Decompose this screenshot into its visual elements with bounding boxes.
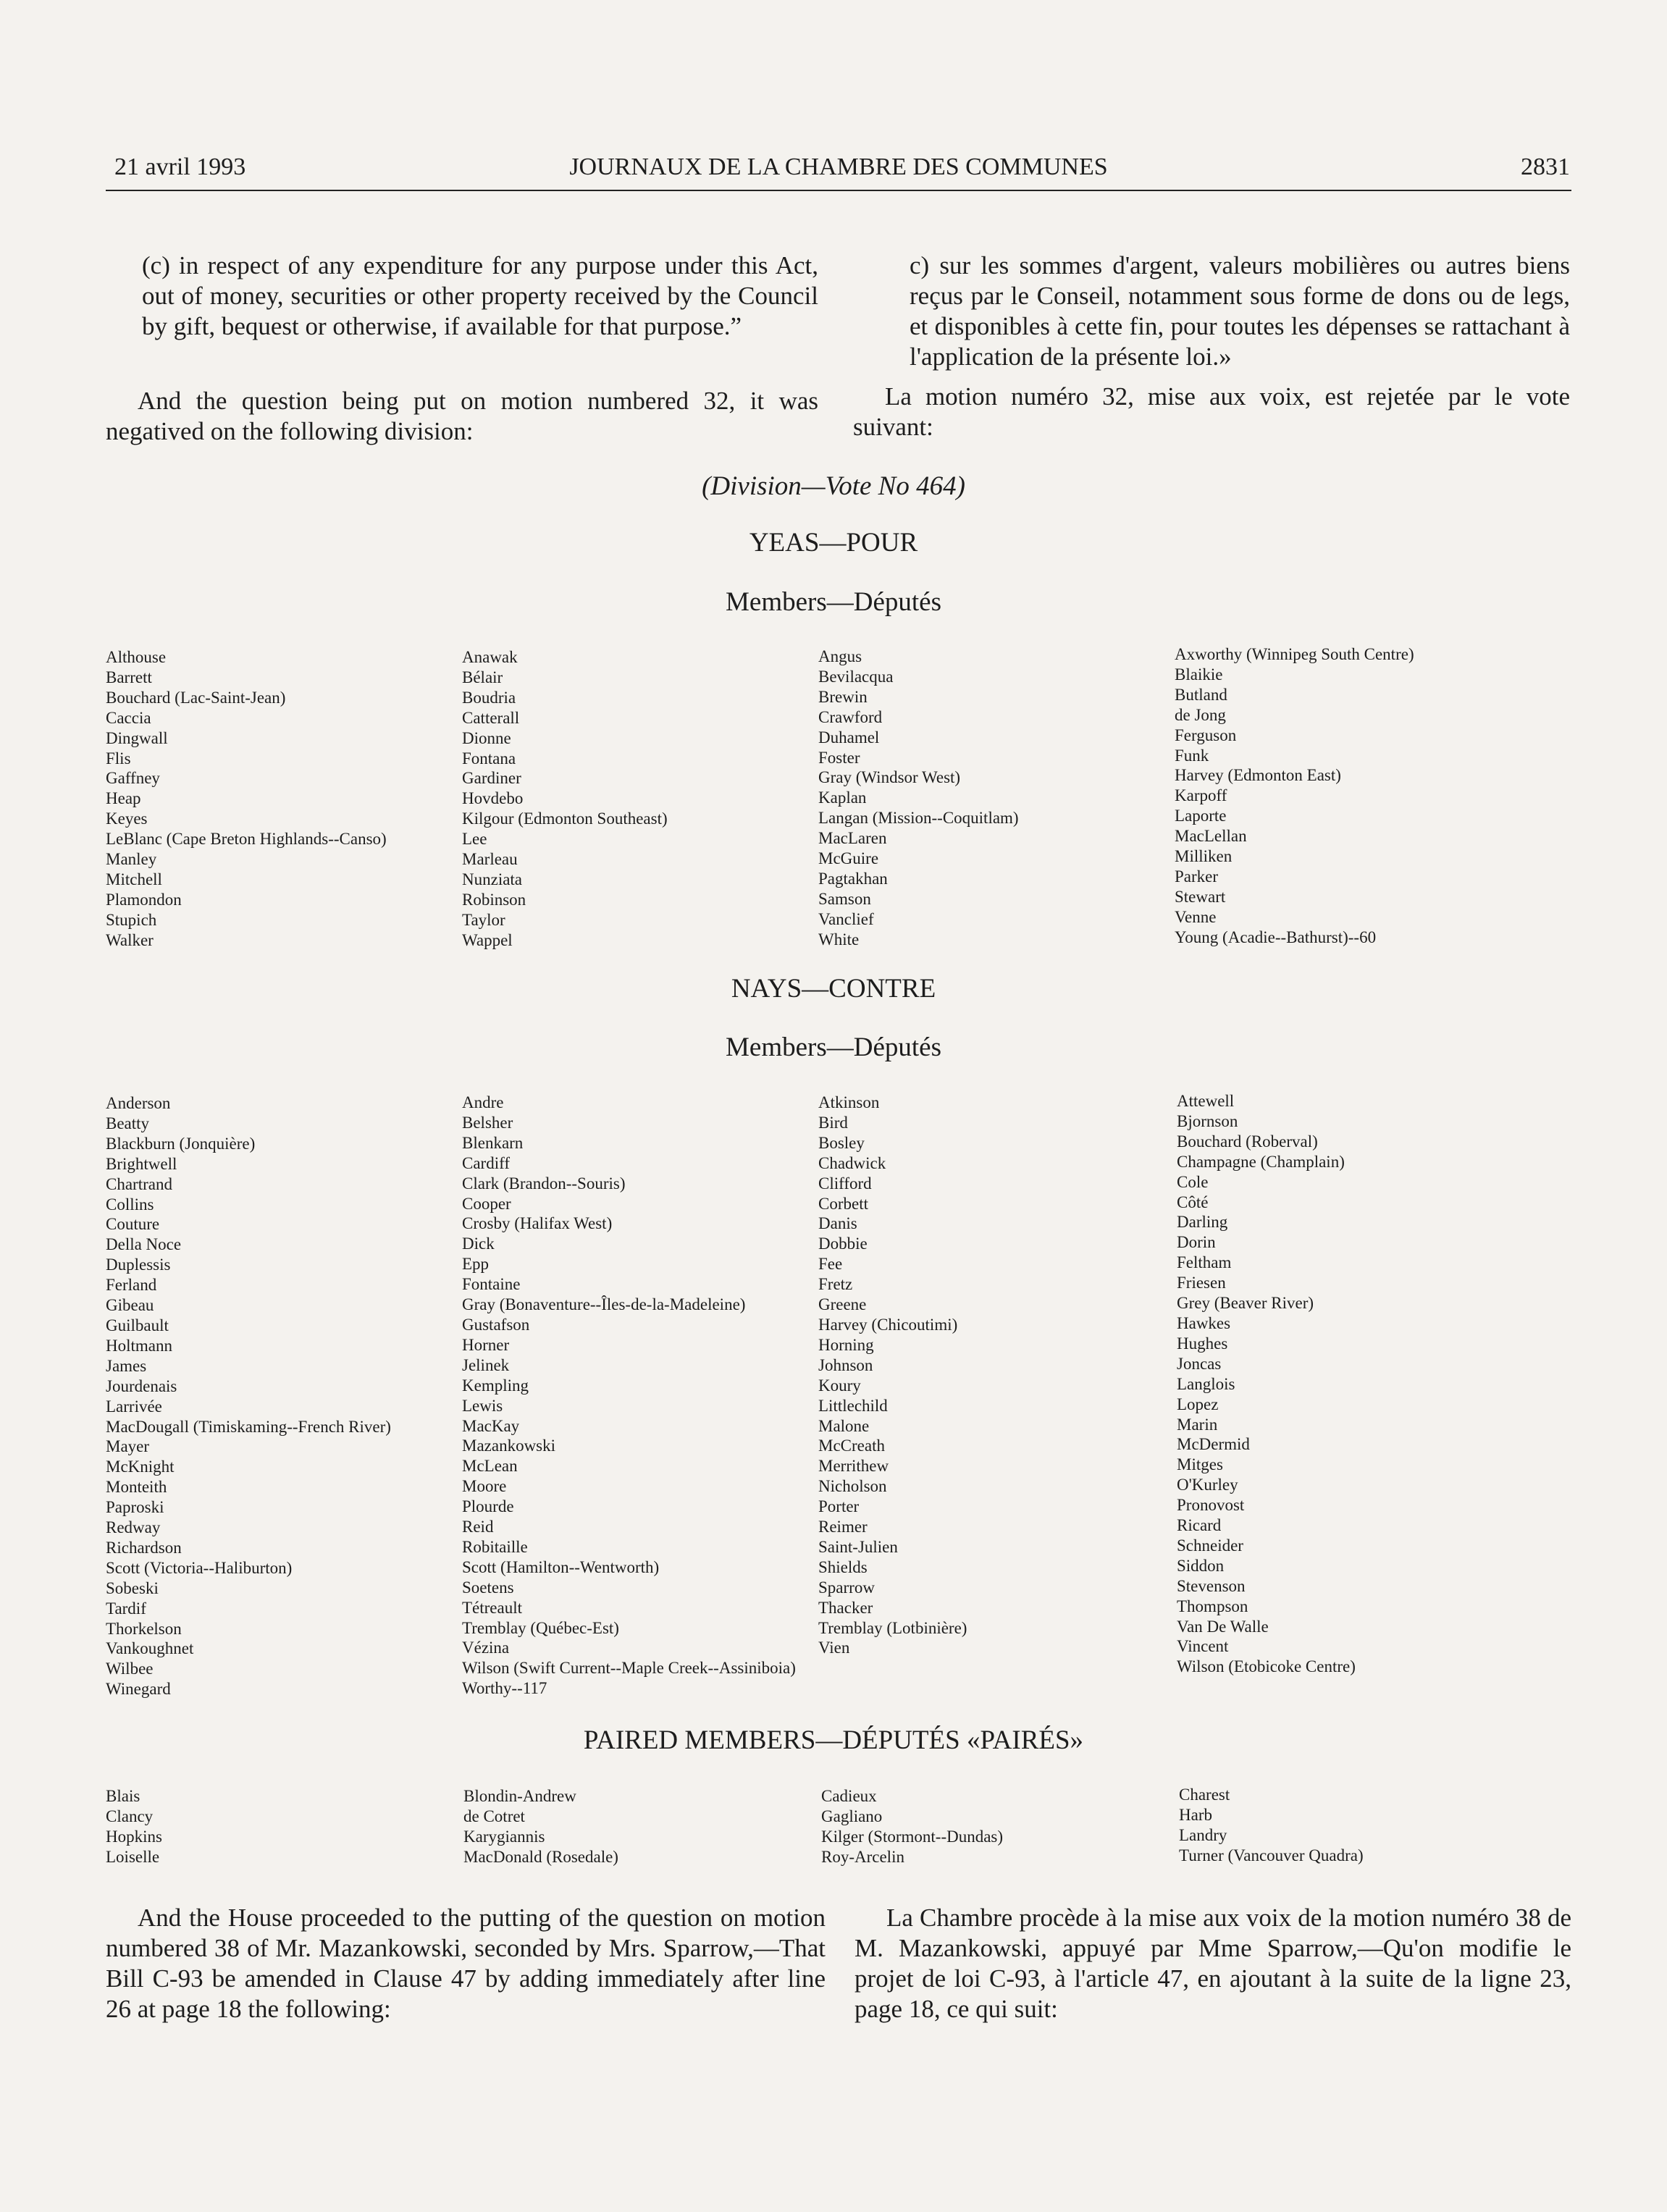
member-name: Dick [462,1235,495,1253]
member-name: Mayer [106,1437,150,1456]
member-name: Dorin [1177,1233,1216,1252]
member-name: Winegard [106,1680,171,1699]
header-date: 21 avril 1993 [114,154,246,180]
member-name: Langlois [1177,1374,1235,1393]
member-name: Keyes [106,809,148,828]
member-name: Nunziata [462,870,523,888]
member-name: Loiselle [106,1847,160,1866]
member-name: Sparrow [818,1578,875,1597]
member-name: Thompson [1177,1597,1248,1615]
member-name: Schneider [1177,1536,1243,1555]
member-name: Young (Acadie--Bathurst)--60 [1175,928,1377,946]
member-name: Crawford [818,707,883,726]
member-name: Hawkes [1177,1313,1231,1332]
member-name: LeBlanc (Cape Breton Highlands--Canso) [106,830,387,849]
member-name: Hovdebo [462,789,524,808]
member-name: MacDonald (Rosedale) [463,1847,618,1866]
member-name: Laporte [1175,807,1227,825]
member-name: Clancy [106,1807,154,1825]
member-name: Wappel [462,930,513,949]
member-name: Couture [106,1215,160,1234]
member-name: Tremblay (Lotbinière) [818,1618,967,1637]
member-name: Gagliano [821,1807,883,1825]
nays-column-3 [818,1093,967,1658]
member-name: Pronovost [1177,1496,1245,1515]
member-name: Scott (Hamilton--Wentworth) [462,1557,660,1576]
member-name: Fretz [818,1275,853,1294]
member-name: Kilgour (Edmonton Southeast) [462,809,668,828]
fr-closing-paragraph: La Chambre procède à la mise aux voix de la motion numéro 38 de M. Mazankowski, appuyé par Mme Sparrow,—Qu'on modifie le projet de loi C-93, à l'article 47, en ajoutant à la suite de la ligne 23, page 18, ce qui suit: [855,1904,1571,2023]
member-name: Robitaille [462,1537,528,1556]
member-name: Gray (Bonaventure--Îles-de-la-Madeleine) [462,1295,746,1314]
member-name: Friesen [1177,1274,1226,1292]
member-name: Saint-Julien [818,1537,898,1556]
member-name: Funk [1175,746,1209,765]
member-name: Axworthy (Winnipeg South Centre) [1175,645,1414,663]
member-name: Dingwall [106,728,168,747]
member-name: Harb [1179,1805,1212,1824]
yeas-column-1 [106,647,387,951]
member-name: Tétreault [462,1598,523,1617]
member-name: McKnight [106,1458,175,1476]
member-name: McDermid [1177,1435,1250,1454]
member-name: Nicholson [818,1477,887,1496]
member-name: Ferguson [1175,726,1237,744]
paired-column-2 [463,1786,618,1867]
member-name: Merrithew [818,1457,889,1476]
header-title: JOURNAUX DE LA CHAMBRE DES COMMUNES [569,154,1108,180]
member-name: Clark (Brandon--Souris) [462,1174,626,1193]
member-name: Chartrand [106,1174,172,1193]
yeas-column-3 [818,647,1019,950]
member-name: Kaplan [818,789,867,807]
member-name: Collins [106,1195,154,1214]
member-name: Monteith [106,1478,167,1497]
member-name: Marleau [462,850,518,869]
member-name: Blackburn (Jonquière) [106,1134,256,1153]
member-name: Belsher [462,1113,513,1132]
member-name: Lopez [1177,1395,1219,1413]
member-name: Bosley [818,1133,865,1152]
member-name: Barrett [106,668,152,686]
member-name: Soetens [462,1578,514,1597]
member-name: Manley [106,850,157,869]
nays-heading: NAYS—CONTRE [731,974,936,1004]
page-number: 2831 [1521,154,1570,180]
member-name: Dionne [462,728,511,747]
member-name: Boudria [462,688,516,707]
member-name: Vien [818,1639,850,1657]
member-name: Gardiner [462,769,521,788]
member-name: Hughes [1177,1334,1228,1353]
member-name: MacKay [462,1416,520,1435]
yeas-heading: YEAS—POUR [749,528,918,558]
member-name: Vanclief [818,909,874,928]
member-name: Beatty [106,1114,150,1132]
member-name: Landry [1179,1825,1227,1844]
nays-column-2 [462,1093,796,1699]
member-name: O'Kurley [1177,1476,1238,1494]
member-name: Worthy--117 [462,1679,547,1698]
member-name: Caccia [106,708,151,727]
member-name: Anderson [106,1094,171,1112]
member-name: Harvey (Edmonton East) [1175,766,1341,785]
member-name: Fontaine [462,1275,521,1294]
member-name: Blenkarn [462,1133,524,1152]
member-name: Porter [818,1497,860,1516]
member-name: Joncas [1177,1354,1222,1373]
fr-clause-c: c) sur les sommes d'argent, valeurs mobilières ou autres biens reçus par le Conseil, notamment sous forme de dons ou de legs, et disponibles à cette fin, pour toutes les dépenses se rattachant à l'application de la présente loi.» [910,251,1570,371]
member-name: Reid [462,1518,494,1536]
member-name: Holtmann [106,1336,172,1355]
member-name: Bird [818,1113,848,1132]
member-name: Ferland [106,1276,157,1295]
paired-column-1 [106,1786,162,1867]
member-name: Hopkins [106,1827,162,1846]
en-motion-result: And the question being put on motion numbered 32, it was negatived on the following division: [106,387,818,445]
member-name: Stupich [106,910,157,929]
member-name: Reimer [818,1518,868,1536]
member-name: Wilbee [106,1660,154,1678]
member-name: Vincent [1177,1637,1229,1656]
member-name: Angus [818,647,862,665]
member-name: Mazankowski [462,1437,556,1455]
member-name: Fee [818,1255,843,1274]
member-name: Dobbie [818,1235,868,1253]
member-name: Fontana [462,749,516,768]
member-name: Vankoughnet [106,1639,194,1658]
member-name: McGuire [818,849,879,868]
member-name: Cooper [462,1194,511,1213]
member-name: James [106,1356,147,1375]
member-name: Lee [462,830,487,849]
paired-column-4 [1179,1785,1364,1866]
member-name: Butland [1175,685,1227,704]
member-name: Johnson [818,1355,873,1374]
member-name: Stevenson [1177,1576,1246,1595]
member-name: Horning [818,1335,874,1354]
member-name: Darling [1177,1213,1228,1232]
member-name: Scott (Victoria--Haliburton) [106,1558,293,1577]
member-name: Duplessis [106,1256,171,1274]
member-name: Duhamel [818,728,880,747]
member-name: Blais [106,1787,140,1805]
member-name: Karpoff [1175,786,1227,805]
member-name: de Cotret [463,1807,525,1825]
member-name: Anawak [462,648,518,666]
member-name: Jourdenais [106,1376,177,1395]
member-name: de Jong [1175,705,1226,724]
member-name: Champagne (Champlain) [1177,1152,1345,1171]
member-name: Blondin-Andrew [463,1787,576,1805]
paired-column-3 [821,1786,1003,1867]
member-name: Della Noce [106,1235,182,1254]
member-name: Kempling [462,1376,529,1395]
member-name: Althouse [106,648,167,666]
member-name: Tremblay (Québec-Est) [462,1618,619,1637]
member-name: Parker [1175,867,1219,886]
member-name: Siddon [1177,1556,1225,1575]
member-name: Marin [1177,1415,1218,1434]
member-name: Epp [462,1255,490,1274]
member-name: Gaffney [106,769,160,788]
member-name: Brewin [818,687,868,706]
member-name: Andre [462,1093,504,1111]
member-name: Gustafson [462,1315,530,1334]
member-name: Stewart [1175,887,1226,906]
member-name: Gibeau [106,1296,154,1315]
member-name: Sobeski [106,1578,159,1597]
member-name: Danis [818,1214,857,1233]
member-name: Horner [462,1335,510,1354]
member-name: Attewell [1177,1092,1235,1110]
en-clause-c: (c) in respect of any expenditure for any purpose under this Act, out of money, securities or other property received by the Council by gift, bequest or otherwise, if available for that purpose.” [142,251,818,340]
member-name: MacLellan [1175,827,1247,846]
member-name: Atkinson [818,1093,880,1111]
yeas-column-2 [462,647,668,951]
member-name: Tardif [106,1599,146,1618]
paired-heading: PAIRED MEMBERS—DÉPUTÉS «PAIRÉS» [583,1725,1084,1755]
member-name: McCreath [818,1437,885,1455]
member-name: Taylor [462,910,505,929]
member-name: MacDougall (Timiskaming--French River) [106,1417,391,1436]
member-name: Cadieux [821,1787,877,1805]
yeas-column-4 [1175,644,1414,948]
member-name: Kilger (Stormont--Dundas) [821,1827,1004,1846]
member-name: Bjornson [1177,1111,1238,1130]
member-name: Bélair [462,668,503,686]
member-name: Moore [462,1477,507,1496]
member-name: Jelinek [462,1355,510,1374]
member-name: Koury [818,1376,861,1395]
member-name: Turner (Vancouver Quadra) [1179,1846,1364,1864]
member-name: Paproski [106,1498,164,1517]
member-name: Plamondon [106,890,182,909]
yeas-subheading: Members—Députés [726,587,941,617]
member-name: Catterall [462,708,520,727]
member-name: Pagtakhan [818,869,888,888]
member-name: Thorkelson [106,1619,182,1638]
member-name: Langan (Mission--Coquitlam) [818,809,1019,828]
member-name: Harvey (Chicoutimi) [818,1315,958,1334]
member-name: Flis [106,749,131,768]
member-name: Thacker [818,1598,873,1617]
nays-subheading: Members—Députés [726,1033,941,1062]
member-name: Wilson (Etobicoke Centre) [1177,1657,1356,1676]
member-name: Van De Walle [1177,1617,1269,1636]
division-label: (Division—Vote No 464) [702,471,965,501]
member-name: Larrivée [106,1397,162,1416]
member-name: Brightwell [106,1154,177,1173]
member-name: Bouchard (Lac-Saint-Jean) [106,688,286,707]
member-name: Côté [1177,1193,1209,1211]
member-name: Gray (Windsor West) [818,768,961,787]
nays-column-1 [106,1093,391,1699]
member-name: Karygiannis [463,1827,545,1846]
member-name: Mitchell [106,870,162,888]
member-name: Bouchard (Roberval) [1177,1132,1318,1151]
member-name: Ricard [1177,1516,1222,1535]
member-name: Feltham [1177,1253,1232,1272]
en-closing-paragraph: And the House proceeded to the putting of the question on motion numbered 38 of Mr. Mazankowski, seconded by Mrs. Sparrow,—That Bill C-93 be amended in Clause 47 by adding immediately after line 26 at page 18 the following: [106,1904,826,2023]
member-name: Milliken [1175,847,1233,866]
member-name: Heap [106,789,141,808]
member-name: Charest [1179,1786,1230,1804]
member-name: Robinson [462,890,526,909]
member-name: Shields [818,1557,868,1576]
member-name: Venne [1175,907,1217,926]
member-name: McLean [462,1457,518,1476]
member-name: Cardiff [462,1153,511,1172]
member-name: Plourde [462,1497,514,1516]
member-name: MacLaren [818,829,887,848]
fr-motion-result: La motion numéro 32, mise aux voix, est rejetée par le vote suivant: [853,382,1570,441]
member-name: Mitges [1177,1455,1223,1474]
member-name: Lewis [462,1396,503,1415]
member-name: Cole [1177,1172,1209,1191]
member-name: Redway [106,1518,161,1537]
page-header [106,151,1571,191]
member-name: Grey (Beaver River) [1177,1294,1314,1313]
member-name: Crosby (Halifax West) [462,1214,613,1233]
member-name: Corbett [818,1194,868,1213]
member-name: Samson [818,889,871,908]
member-name: Walker [106,930,154,949]
member-name: Foster [818,748,860,767]
member-name: Vézina [462,1639,510,1657]
member-name: Roy-Arcelin [821,1847,904,1866]
nays-column-4 [1177,1091,1356,1677]
member-name: White [818,930,860,949]
member-name: Chadwick [818,1153,886,1172]
member-name: Malone [818,1416,870,1435]
member-name: Bevilacqua [818,667,894,686]
member-name: Greene [818,1295,867,1314]
member-name: Clifford [818,1174,872,1193]
member-name: Richardson [106,1538,182,1557]
member-name: Blaikie [1175,665,1223,684]
member-name: Wilson (Swift Current--Maple Creek--Assiniboia) [462,1659,796,1678]
member-name: Littlechild [818,1396,888,1415]
member-name: Guilbault [106,1316,169,1334]
